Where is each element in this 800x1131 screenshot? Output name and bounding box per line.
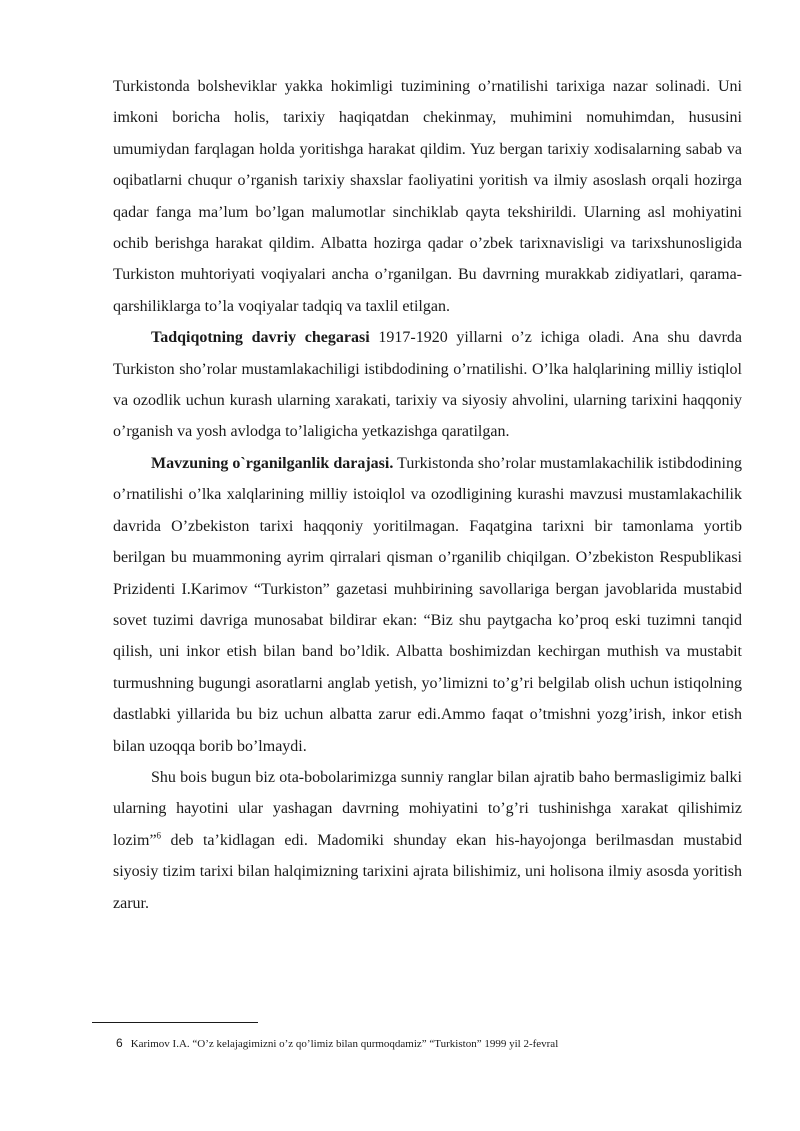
period-heading: Tadqiqotning davriy chegarasi — [151, 329, 370, 347]
research-level-heading: Mavzuning o`rganilganlik darajasi. — [151, 454, 394, 472]
paragraph-research-level — [113, 448, 742, 762]
footnote-number: 6 — [116, 1036, 123, 1050]
document-body — [113, 71, 742, 919]
research-level-body: Turkistonda sho’rolar mustamlakachilik istibdodining o’rnatilishi o’lka xalqlarining milliy istoiqlol va ozodligining kurashi mavzusi mustamlakachilik davrida O’zbekiston tarixi haqqoniy yoritilmagan. Faqatgina tarixni bir tamonlama yortib berilgan bu muammoning ayrim qirralari qisman o’rganilib chiqilgan. O’zbekiston Respublikasi Prizidenti I.Karimov “Turkiston” gazetasi muhbirining savollariga bergan javoblarida mustabid sovet tuzimi davriga munosabat bildirar ekan: “Biz shu paytgacha ko’proq eski tuzimni tanqid qilish, uni inkor etish bilan band bo’ldik. Albatta boshimizdan kechirgan muthish va mustabit turmushning bugungi asoratlarni anglab yetish, yo’limizni to’g’ri belgilab olish uchun istiqolning dastlabki yillarida bu biz uchun albatta zarur edi.Ammo faqat o’tmishni yozg’irish, inkor etish bilan uzoqqa borib bo’lmaydi. — [113, 454, 742, 755]
conclusion-text-before-ref: Shu bois bugun biz ota-bobolarimizga sunniy ranglar bilan ajratib baho bermasligimiz balki ularning hayotini ular yashagan davrning mohiyatini to’g’ri tushinishga xarakat qilishimiz lozim” — [113, 768, 742, 849]
footnote-text: Karimov I.A. “O’z kelajagimizni o’z qo’limiz bilan qurmoqdamiz” “Turkiston” 1999 yil 2-fevral — [130, 1038, 559, 1050]
paragraph-period — [113, 322, 742, 448]
period-body: 1917-1920 yillarni o’z ichiga oladi. Ana shu davrda Turkiston sho’rolar mustamlakachiligi istibdodining o’rnatilishi. O’lka halqlarining milliy istiqlol va ozodlik uchun kurash ularning xarakati, tarixiy va siyosiy ahvolini, ularning tarixini haqqoniy o’rganish va yosh avlodga to’laligicha yetkazishga qaratilgan. — [113, 329, 742, 441]
footnote-separator — [92, 1022, 258, 1023]
paragraph-intro: Turkistonda bolsheviklar yakka hokimligi tuzimining o’rnatilishi tarixiga nazar solinadi. Uni imkoni boricha holis, tarixiy haqiqatdan chekinmay, muhimini nomuhimdan, hususini umumiydan farqlagan holda yoritishga harakat qildim. Yuz bergan tarixiy xodisalarning sabab va oqibatlarni chuqur o’rganish tarixiy shaxslar faoliyatini yoritish va ilmiy asoslash orqali hozirga qadar fanga ma’lum bo’lgan malumotlar sinchiklab qayta tekshirildi. Ularning asl mohiyatini ochib berishga harakat qildim. Albatta hozirga qadar o’zbek tarixnavisligi va tarixshunosligida Turkiston muhtoriyati voqiyalari ancha o’rganilgan. Bu davrning murakkab zidiyatlari, qarama- qarshiliklarga to’la voqiyalar tadqiq va taxlil etilgan. — [113, 78, 742, 315]
footnote — [116, 1036, 756, 1051]
footnote-reference[interactable]: 6 — [156, 830, 162, 841]
conclusion-text-after-ref: deb ta’kidlagan edi. Madomiki shunday ekan his-hayojonga berilmasdan mustabid siyosiy tizim tarixi bilan halqimizning tarixini ajrata bilishimiz, uni holisona ilmiy asosda yoritish zarur. — [113, 831, 742, 912]
paragraph-conclusion — [113, 762, 742, 919]
